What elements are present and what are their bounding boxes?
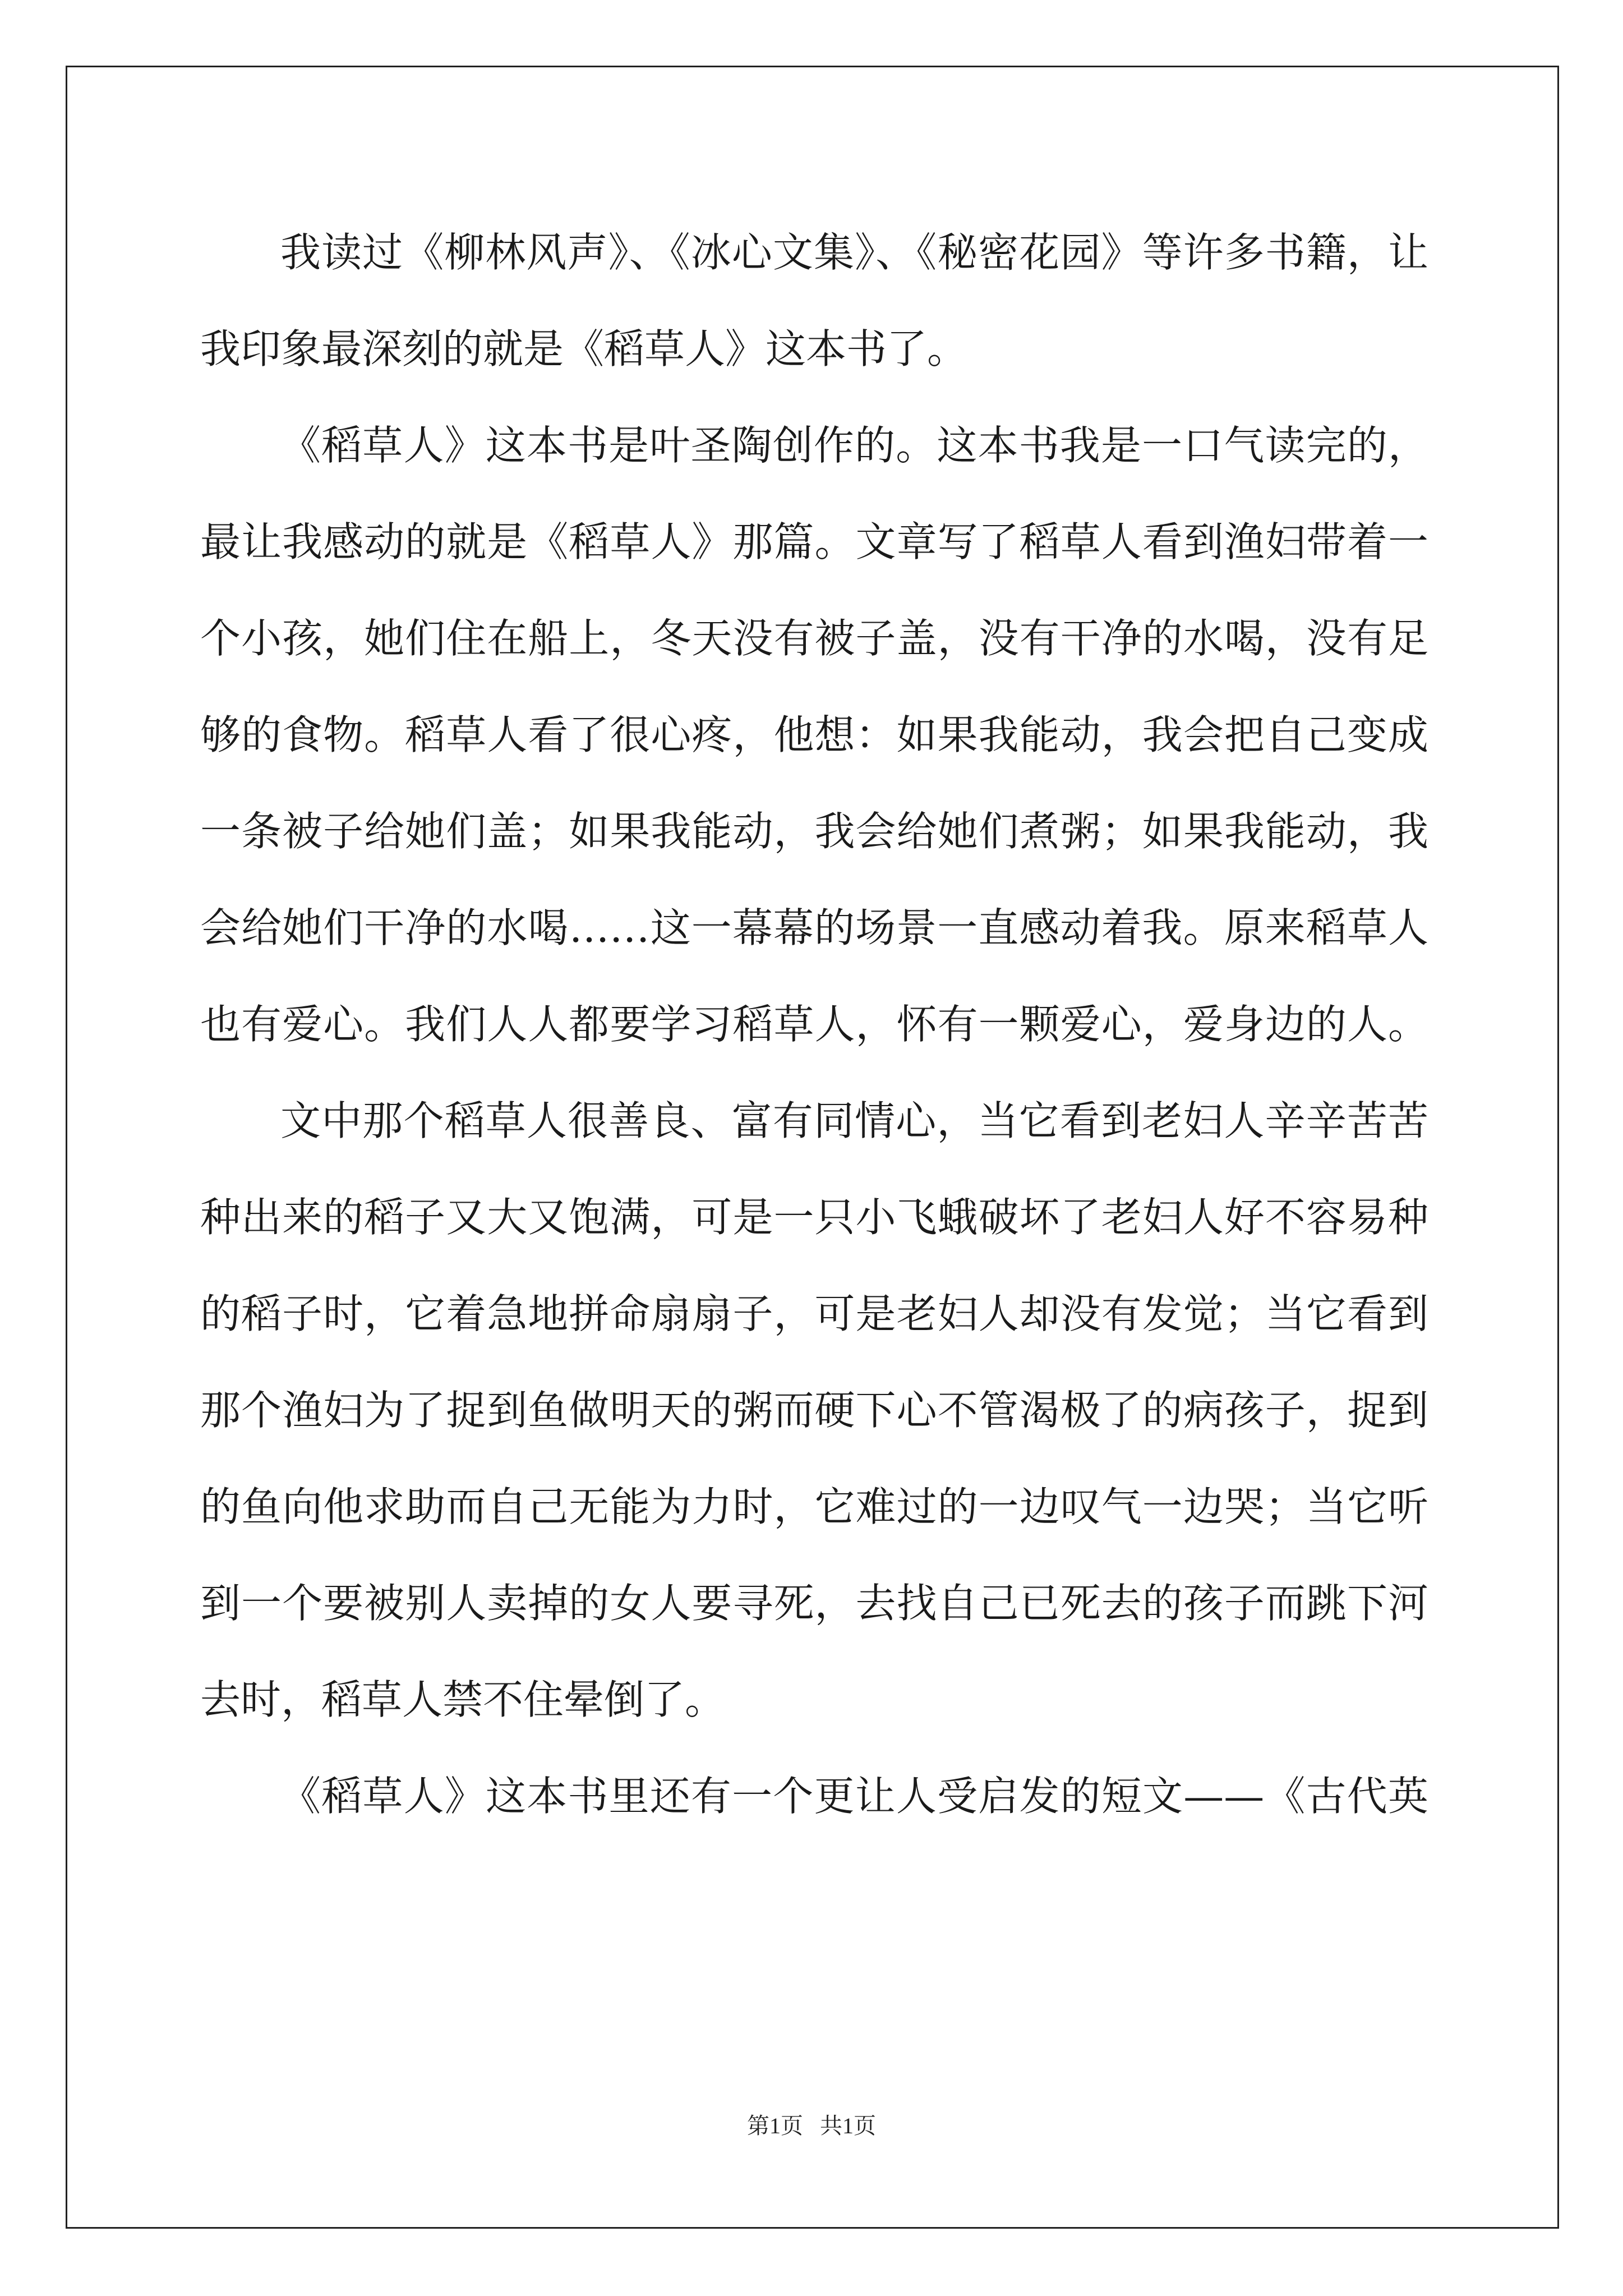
- paragraph-2-line-6: 会给她们干净的水喝……这一幕幕的场景一直感动着我。原来稻草人: [200, 904, 1428, 951]
- paragraph-3-line-1: 文中那个稻草人很善良、富有同情心，当它看到老妇人辛辛苦苦: [280, 1097, 1428, 1144]
- paragraph-1-line-1: 我读过《柳林风声》、《冰心文集》、《秘密花园》等许多书籍，让: [280, 229, 1428, 276]
- paragraph-3-line-6: 到一个要被别人卖掉的女人要寻死，去找自己已死去的孩子而跳下河: [200, 1580, 1428, 1627]
- paragraph-2-line-7: 也有爱心。我们人人都要学习稻草人，怀有一颗爱心，爱身边的人。: [200, 1001, 1428, 1048]
- paragraph-3-line-4: 那个渔妇为了捉到鱼做明天的粥而硬下心不管渴极了的病孩子，捉到: [200, 1387, 1428, 1434]
- paragraph-3-line-3: 的稻子时，它着急地拼命扇扇子，可是老妇人却没有发觉；当它看到: [200, 1290, 1428, 1337]
- paragraph-3-line-7: 去时，稻草人禁不住晕倒了。: [200, 1676, 726, 1723]
- paragraph-2-line-4: 够的食物。稻草人看了很心疼，他想：如果我能动，我会把自己变成: [200, 711, 1428, 758]
- paragraph-1-line-2: 我印象最深刻的就是《稻草人》这本书了。: [200, 325, 968, 372]
- paragraph-3-line-5: 的鱼向他求助而自己无能为力时，它难过的一边叹气一边哭；当它听: [200, 1483, 1428, 1530]
- paragraph-2-line-1: 《稻草人》这本书是叶圣陶创作的。这本书我是一口气读完的，: [280, 422, 1428, 469]
- paragraph-4-line-1: 《稻草人》这本书里还有一个更让人受启发的短文——《古代英: [280, 1773, 1428, 1820]
- paragraph-2-line-2: 最让我感动的就是《稻草人》那篇。文章写了稻草人看到渔妇带着一: [200, 518, 1428, 565]
- paragraph-2-line-5: 一条被子给她们盖；如果我能动，我会给她们煮粥；如果我能动，我: [200, 808, 1428, 855]
- paragraph-3-line-2: 种出来的稻子又大又饱满，可是一只小飞蛾破坏了老妇人好不容易种: [200, 1194, 1428, 1241]
- paragraph-2-line-3: 个小孩，她们住在船上，冬天没有被子盖，没有干净的水喝，没有足: [200, 615, 1428, 662]
- page-number-footer: 第1页 共1页: [747, 2113, 876, 2138]
